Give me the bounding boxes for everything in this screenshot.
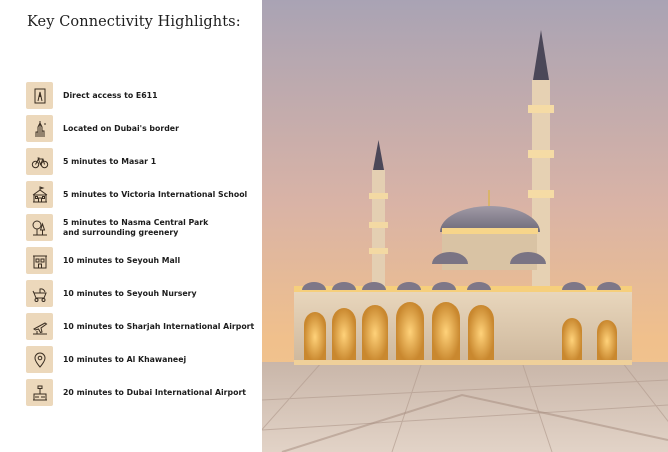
list-item [26,211,262,244]
list-item [26,112,262,145]
mosque-photo [262,0,668,452]
list-item [26,244,262,277]
list-item-label: 5 minutes to Nasma Central Park and surrounding greenery [63,217,209,237]
highlights-list [26,79,262,409]
list-item [26,310,262,343]
list-item-label: 5 minutes to Victoria International School [63,189,248,199]
list-item-label: 10 minutes to Seyouh Nursery [63,288,197,298]
list-item-label: Located on Dubai's border [63,123,179,133]
tree-icon [26,214,53,241]
list-item-label: 5 minutes to Masar 1 [63,156,157,166]
mall-icon [26,247,53,274]
airplane-icon [26,313,53,340]
dubai-tower-icon [26,115,53,142]
list-item-label: 10 minutes to Sharjah International Airport [63,321,255,331]
airport-icon [26,379,53,406]
list-item [26,376,262,409]
list-item-label: Direct access to E611 [63,90,158,100]
list-item-label: 10 minutes to Seyouh Mall [63,255,181,265]
mosque-body [294,282,632,365]
page-title: Key Connectivity Highlights: [27,14,241,30]
list-item-label: 10 minutes to Al Khawaneej [63,354,187,364]
list-item [26,277,262,310]
bicycle-icon [26,148,53,175]
location-pin-icon [26,346,53,373]
list-item [26,79,262,112]
nursery-icon [26,280,53,307]
school-icon [26,181,53,208]
highlights-panel [0,0,262,452]
list-item [26,343,262,376]
list-item [26,145,262,178]
list-item-label: 20 minutes to Dubai International Airport [63,387,247,397]
list-item [26,178,262,211]
road-sign-icon [26,82,53,109]
